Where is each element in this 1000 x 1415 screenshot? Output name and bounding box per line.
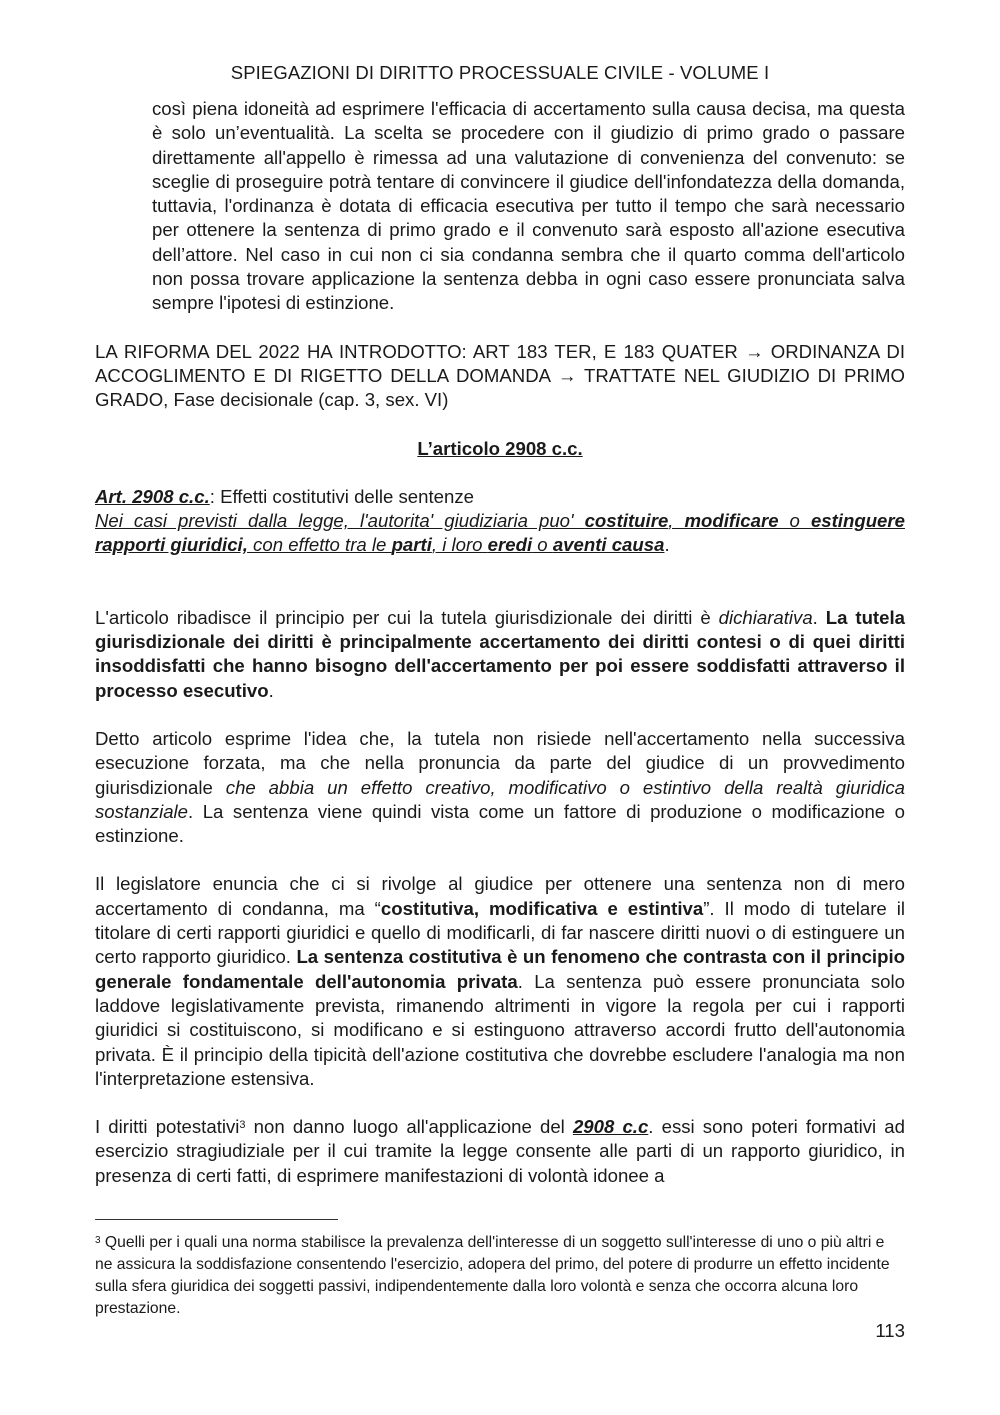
arrow-right-icon: → (557, 364, 577, 386)
paragraph-declarative-principle: L'articolo ribadisce il principio per cui la tutela giurisdizionale dei diritti è dichiarativa. La tutela giurisdizionale dei diritti è principalmente accertamento dei diritti contesi o di quei diritti insoddisfatti che hanno bisogno dell'accertamento per poi essere soddisfatti attraverso il processo esecutivo. (95, 606, 905, 701)
footnote-text: Quelli per i quali una norma stabilisce la prevalenza dell'interesse di un soggetto sull'interesse di uno o più altri e ne assicura la soddisfazione consentendo l'esercizio, adopera del primo, del potere di produrre un effetto incidente sulla sfera giuridica dei soggetti passivi, indipendentemente dalla loro volontà e senza che occorra alcuna loro prestazione. (95, 1234, 890, 1317)
running-header: SPIEGAZIONI DI DIRITTO PROCESSUALE CIVILE - VOLUME I (230, 62, 770, 83)
footnote-divider (95, 1219, 338, 1220)
article-text: Nei casi previsti dalla legge, l'autorita' giudiziaria puo' costituire, modificare o estinguere rapporti giuridici, con effetto tra le parti, i loro eredi o aventi causa. (95, 510, 905, 556)
article-heading: Art. 2908 c.c.: Effetti costitutivi delle sentenze (95, 485, 474, 507)
footnote (95, 1232, 905, 1320)
page-number: 113 (875, 1320, 905, 1341)
footnote-number: 3 (95, 1235, 101, 1246)
main-text (95, 97, 905, 1188)
paragraph-legislator: Il legislatore enuncia che ci si rivolge al giudice per ottenere una sentenza non di mero accertamento di condanna, ma “costitutiva, modificativa e estintiva”. Il modo di tutelare il titolare di certi rapporti giuridici e quello di modificarli, di far nascere diritti nuovi o di estinguere un certo rapporto giuridico. La sentenza costitutiva è un fenomeno che contrasta con il principio generale fondamentale dell'autonomia privata. La sentenza può essere pronunciata solo laddove legislativamente prevista, rimanendo altrimenti in vigore la regola per cui i rapporti giuridici si costituiscono, si modificano e si estinguono attraverso accordi frutto dell'autonomia privata. È il principio della tipicità dell'azione costitutiva che dovrebbe escludere l'analogia ma non l'interpretazione estensiva. (95, 873, 905, 1089)
arrow-right-icon: → (744, 340, 764, 362)
paragraph-potestative-rights: I diritti potestativi$^3$ non danno luogo all'applicazione del 2908 c.c. essi sono poteri formativi ad esercizio stragiudiziale per il cui tramite la legge consente alle parti di un rapporto giuridico, in presenza di certi fatti, di esprimere manifestazioni di volontà idonee a (95, 1116, 905, 1186)
article-reference: Art. 2908 c.c. (95, 485, 210, 507)
section-title: L’articolo 2908 c.c. (417, 437, 583, 459)
paragraph-article-idea: Detto articolo esprime l'idea che, la tutela non risiede nell'accertamento nella successiva esecuzione forzata, ma che nella pronuncia da parte del giudice di un provvedimento giurisdizionale che abbia un effetto creativo, modificativo o estintivo della realtà giuridica sostanziale. La sentenza viene quindi vista come un fattore di produzione o modificazione o estinzione. (95, 727, 905, 847)
paragraph-reform-note: LA RIFORMA DEL 2022 HA INTRODOTTO: ART 183 TER, E 183 QUATER → ORDINANZA DI ACCOGLIMENTO E DI RIGETTO DELLA DOMANDA → TRATTATE NEL GIUDIZIO DI PRIMO GRADO, Fase decisionale (cap. 3, sex. VI) (95, 340, 906, 411)
paragraph-continuation: così piena idoneità ad esprimere l'efficacia di accertamento sulla causa decisa, ma questa è solo un’eventualità. La scelta se procedere con il giudizio di primo grado o passare direttamente all'appello è rimessa ad una valutazione di convenienza del convenuto: se sceglie di proseguire potrà tentare di convincere il giudice dell'infondatezza della domanda, tuttavia, l'ordinanza è dotata di efficacia esecutiva per tutto il tempo che sarà necessario per ottenere la sentenza di primo grado e il convenuto sarà esposto all'azione esecutiva dell’attore. Nel caso in cui non ci sia condanna sembra che il quarto comma dell'articolo non possa trovare applicazione la sentenza debba in ogni caso essere pronunciata salva sempre l'ipotesi di estinzione. (152, 98, 905, 314)
footnote-reference: 3 (239, 1119, 246, 1132)
